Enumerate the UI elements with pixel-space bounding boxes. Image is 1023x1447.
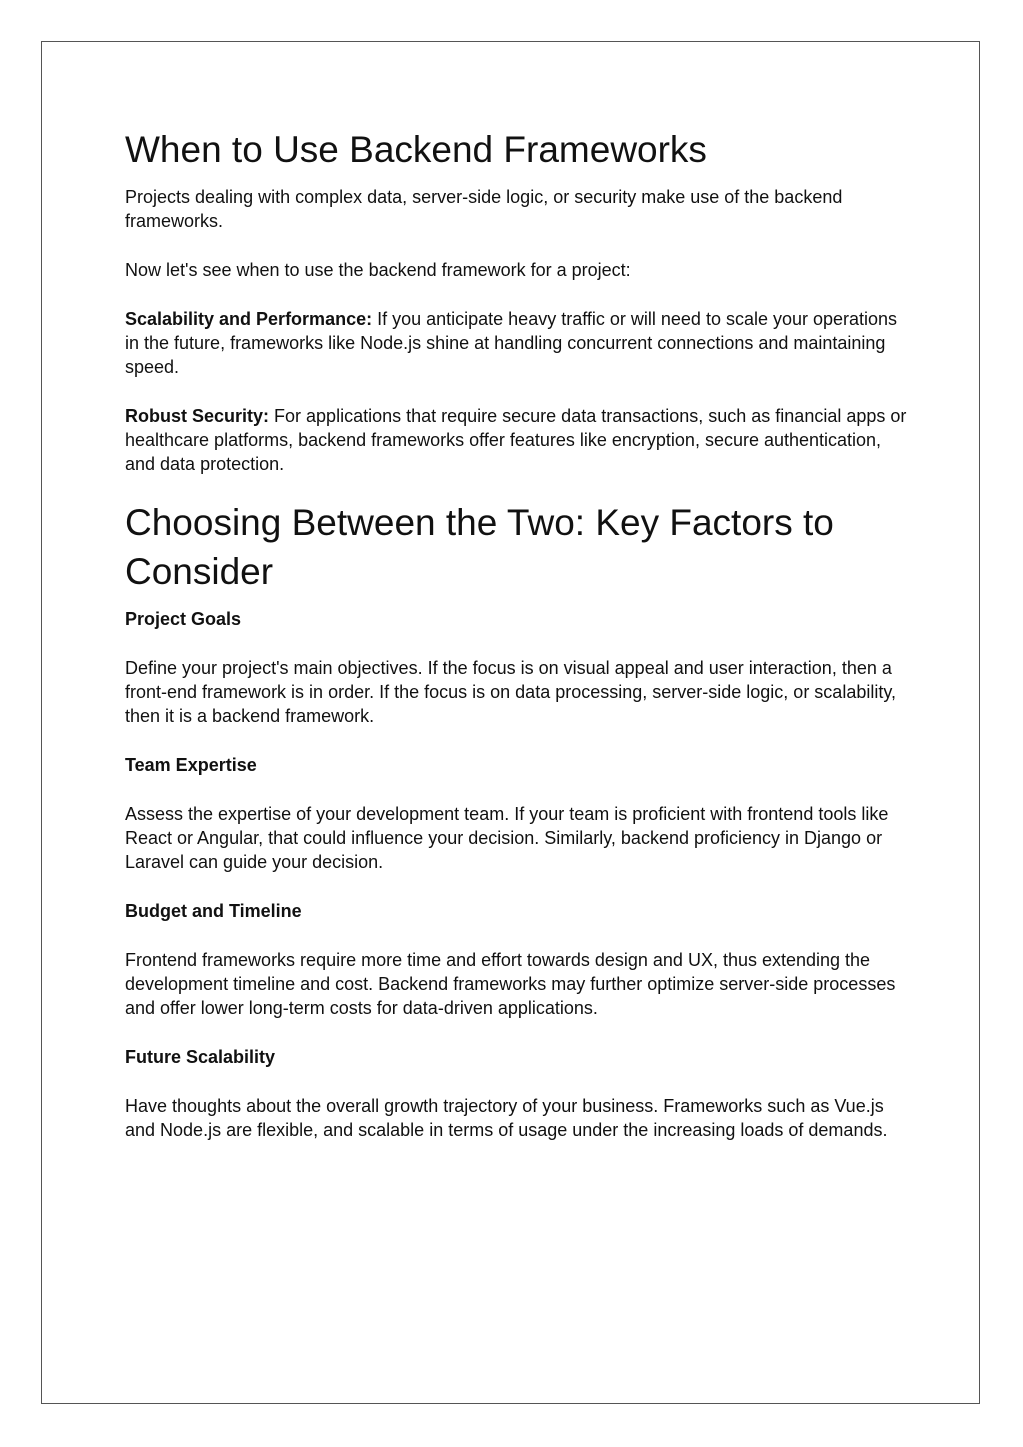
point-text: For applications that require secure data transactions, such as financial apps or healthcare platforms, backend frameworks offer features like encryption, secure authentication, and data protection. xyxy=(125,406,907,474)
subheading-budget-timeline: Budget and Timeline xyxy=(125,901,302,921)
point-label: Robust Security: xyxy=(125,406,270,426)
point-label: Scalability and Performance: xyxy=(125,309,373,329)
page-content xyxy=(125,125,915,1142)
heading-backend-frameworks: When to Use Backend Frameworks xyxy=(125,129,707,170)
subheading-future-scalability: Future Scalability xyxy=(125,1047,276,1067)
paragraph-project-goals: Define your project's main objectives. If the focus is on visual appeal and user interaction, then a front-end framework is in order. If the focus is on data processing, server-side logic, or scalability, then it is a backend framework. xyxy=(125,658,897,726)
paragraph-team-expertise: Assess the expertise of your development team. If your team is proficient with frontend tools like React or Angular, that could influence your decision. Similarly, backend proficiency in Django or Laravel can guide your decision. xyxy=(125,804,889,872)
point-text: If you anticipate heavy traffic or will need to scale your operations in the future, frameworks like Node.js shine at handling concurrent connections and maintaining speed. xyxy=(125,309,898,377)
document-page xyxy=(41,41,980,1404)
subheading-project-goals: Project Goals xyxy=(125,609,242,629)
backend-lead-paragraph: Now let's see when to use the backend framework for a project: xyxy=(125,260,631,280)
point-scalability-performance xyxy=(125,307,915,379)
backend-intro-paragraph: Projects dealing with complex data, server-side logic, or security make use of the backend frameworks. xyxy=(125,187,843,231)
subheading-team-expertise: Team Expertise xyxy=(125,755,257,775)
paragraph-future-scalability: Have thoughts about the overall growth trajectory of your business. Frameworks such as Vue.js and Node.js are flexible, and scalable in terms of usage under the increasing loads of demands. xyxy=(125,1096,888,1140)
heading-choosing-between: Choosing Between the Two: Key Factors to Consider xyxy=(125,502,834,592)
point-robust-security xyxy=(125,404,915,476)
paragraph-budget-timeline: Frontend frameworks require more time and effort towards design and UX, thus extending the development timeline and cost. Backend frameworks may further optimize server-side processes and offer lower long-term costs for data-driven applications. xyxy=(125,950,896,1018)
